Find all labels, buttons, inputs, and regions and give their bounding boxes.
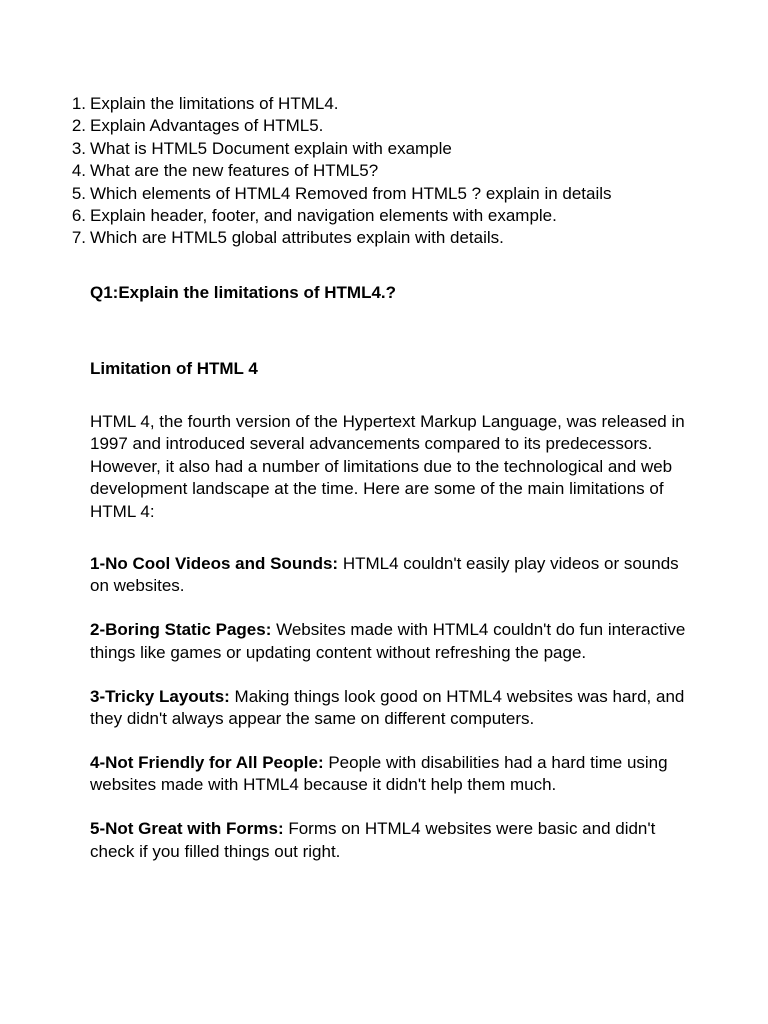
- question-list: [0, 93, 768, 250]
- limitation-title: 3-Tricky Layouts:: [90, 686, 230, 706]
- limitation-text: HTML4 couldn't easily play videos or sounds on websites.: [90, 554, 679, 596]
- q1-heading: Q1:Explain the limitations of HTML4.?: [90, 283, 397, 302]
- limitation-item: [90, 686, 690, 731]
- question-text: Explain the limitations of HTML4.: [90, 94, 339, 113]
- question-text: What is HTML5 Document explain with example: [90, 138, 452, 158]
- question-item: [0, 205, 768, 227]
- limitations-list: [90, 553, 690, 885]
- limitation-title: 2-Boring Static Pages:: [90, 620, 272, 640]
- limitation-item: [90, 619, 690, 664]
- question-item: [0, 183, 768, 205]
- limitation-text: Forms on HTML4 websites were basic and didn't check if you filled things out right.: [90, 819, 656, 861]
- question-text: Which elements of HTML4 Removed from HTML5 ? explain in details: [90, 183, 612, 203]
- question-text: What are the new features of HTML5?: [90, 161, 379, 181]
- question-number: 3.: [71, 138, 86, 158]
- question-number: 7.: [71, 228, 86, 248]
- question-item: [0, 160, 768, 182]
- intro-paragraph: HTML 4, the fourth version of the Hypertext Markup Language, was released in 1997 and introduced several advancements compared to its predecessors. However, it also had a number of limitations due to the technological and web development landscape at the time. Here are some of the main limitations of HTML 4:: [90, 412, 685, 521]
- section-heading: Limitation of HTML 4: [90, 359, 258, 378]
- limitation-item: [90, 553, 690, 598]
- question-text: Explain Advantages of HTML5.: [90, 116, 324, 136]
- question-text: Explain header, footer, and navigation elements with example.: [90, 205, 557, 225]
- question-item: [0, 227, 768, 249]
- question-number: 5.: [71, 183, 86, 203]
- question-text: Which are HTML5 global attributes explain with details.: [90, 228, 504, 248]
- question-item: [0, 138, 768, 160]
- question-number: 2.: [71, 116, 86, 136]
- question-item: [0, 93, 768, 115]
- limitation-text: Websites made with HTML4 couldn't do fun interactive things like games or updating content without refreshing the page.: [90, 620, 686, 662]
- limitation-title: 5-Not Great with Forms:: [90, 819, 284, 839]
- limitation-item: [90, 818, 690, 863]
- limitation-title: 1-No Cool Videos and Sounds:: [90, 554, 339, 573]
- question-number: 1.: [71, 94, 86, 113]
- question-number: 4.: [71, 161, 86, 181]
- question-number: 6.: [71, 205, 86, 225]
- limitation-text: Making things look good on HTML4 websites was hard, and they didn't always appear the same on different computers.: [90, 686, 685, 729]
- limitation-title: 4-Not Friendly for All People:: [90, 752, 324, 772]
- question-item: [0, 115, 768, 137]
- limitation-text: People with disabilities had a hard time using websites made with HTML4 because it didn't help them much.: [90, 752, 668, 795]
- limitation-item: [90, 752, 690, 797]
